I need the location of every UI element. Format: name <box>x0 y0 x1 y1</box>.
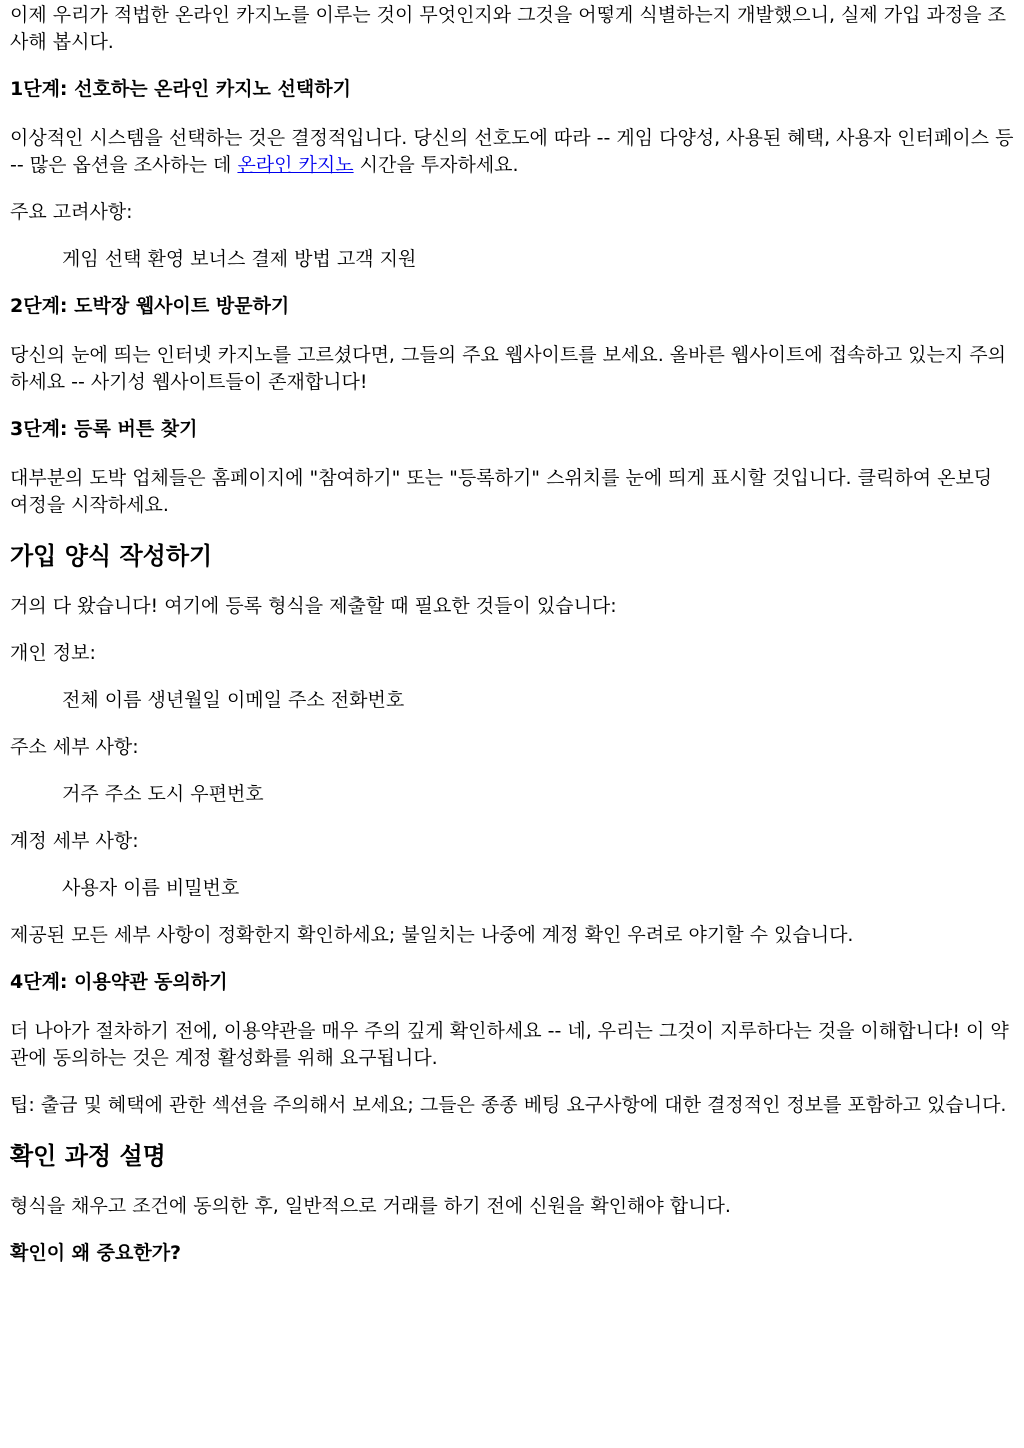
step1-text-after-link: 시간을 투자하세요. <box>353 154 519 176</box>
online-casino-link[interactable]: 온라인 카지노 <box>237 154 354 176</box>
form-section-heading: 가입 양식 작성하기 <box>10 542 213 570</box>
considerations-list: 게임 선택 환영 보너스 결제 방법 고객 지원 <box>62 248 417 270</box>
step1-paragraph <box>10 125 1014 179</box>
personal-info-list: 전체 이름 생년월일 이메일 주소 전화번호 <box>62 689 405 711</box>
personal-info-label: 개인 정보: <box>10 642 96 664</box>
step3-heading: 3단계: 등록 버튼 찾기 <box>10 418 198 440</box>
verification-subheading: 확인이 왜 중요한가? <box>10 1242 182 1264</box>
step2-paragraph: 당신의 눈에 띄는 인터넷 카지노를 고르셨다면, 그들의 주요 웹사이트를 보세요. 올바른 웹사이트에 접속하고 있는지 주의하세요 -- 사기성 웹사이트들이 존재합니다! <box>10 344 1006 393</box>
step4-tip: 팁: 출금 및 혜택에 관한 섹션을 주의해서 보세요; 그들은 종종 베팅 요구사항에 대한 결정적인 정보를 포함하고 있습니다. <box>10 1094 1007 1116</box>
verification-heading: 확인 과정 설명 <box>10 1142 166 1170</box>
form-intro-paragraph: 거의 다 왔습니다! 여기에 등록 형식을 제출할 때 필요한 것들이 있습니다: <box>10 595 617 617</box>
step1-heading: 1단계: 선호하는 온라인 카지노 선택하기 <box>10 78 351 100</box>
step2-heading: 2단계: 도박장 웹사이트 방문하기 <box>10 295 290 317</box>
step1-text-before-link: 이상적인 시스템을 선택하는 것은 결정적입니다. 당신의 선호도에 따라 -- 게임 다양성, 사용된 혜택, 사용자 인터페이스 등 -- 많은 옵션을 조사하는 데 <box>10 127 1014 176</box>
intro-paragraph: 이제 우리가 적법한 온라인 카지노를 이루는 것이 무엇인지와 그것을 어떻게 식별하는지 개발했으니, 실제 가입 과정을 조사해 봅시다. <box>10 4 1006 53</box>
step3-paragraph: 대부분의 도박 업체들은 홈페이지에 "참여하기" 또는 "등록하기" 스위치를 눈에 띄게 표시할 것입니다. 클릭하여 온보딩 여정을 시작하세요. <box>10 467 993 516</box>
step4-heading: 4단계: 이용약관 동의하기 <box>10 971 228 993</box>
account-details-label: 계정 세부 사항: <box>10 830 139 852</box>
verification-paragraph: 형식을 채우고 조건에 동의한 후, 일반적으로 거래를 하기 전에 신원을 확인해야 합니다. <box>10 1195 731 1217</box>
address-details-list: 거주 주소 도시 우편번호 <box>62 783 264 805</box>
accuracy-note: 제공된 모든 세부 사항이 정확한지 확인하세요; 불일치는 나중에 계정 확인 우려로 야기할 수 있습니다. <box>10 924 854 946</box>
address-details-label: 주소 세부 사항: <box>10 736 139 758</box>
considerations-label: 주요 고려사항: <box>10 201 133 223</box>
step4-paragraph: 더 나아가 절차하기 전에, 이용약관을 매우 주의 깊게 확인하세요 -- 네, 우리는 그것이 지루하다는 것을 이해합니다! 이 약관에 동의하는 것은 계정 활성화를 위해 요구됩니다. <box>10 1020 1009 1069</box>
account-details-list: 사용자 이름 비밀번호 <box>62 877 240 899</box>
